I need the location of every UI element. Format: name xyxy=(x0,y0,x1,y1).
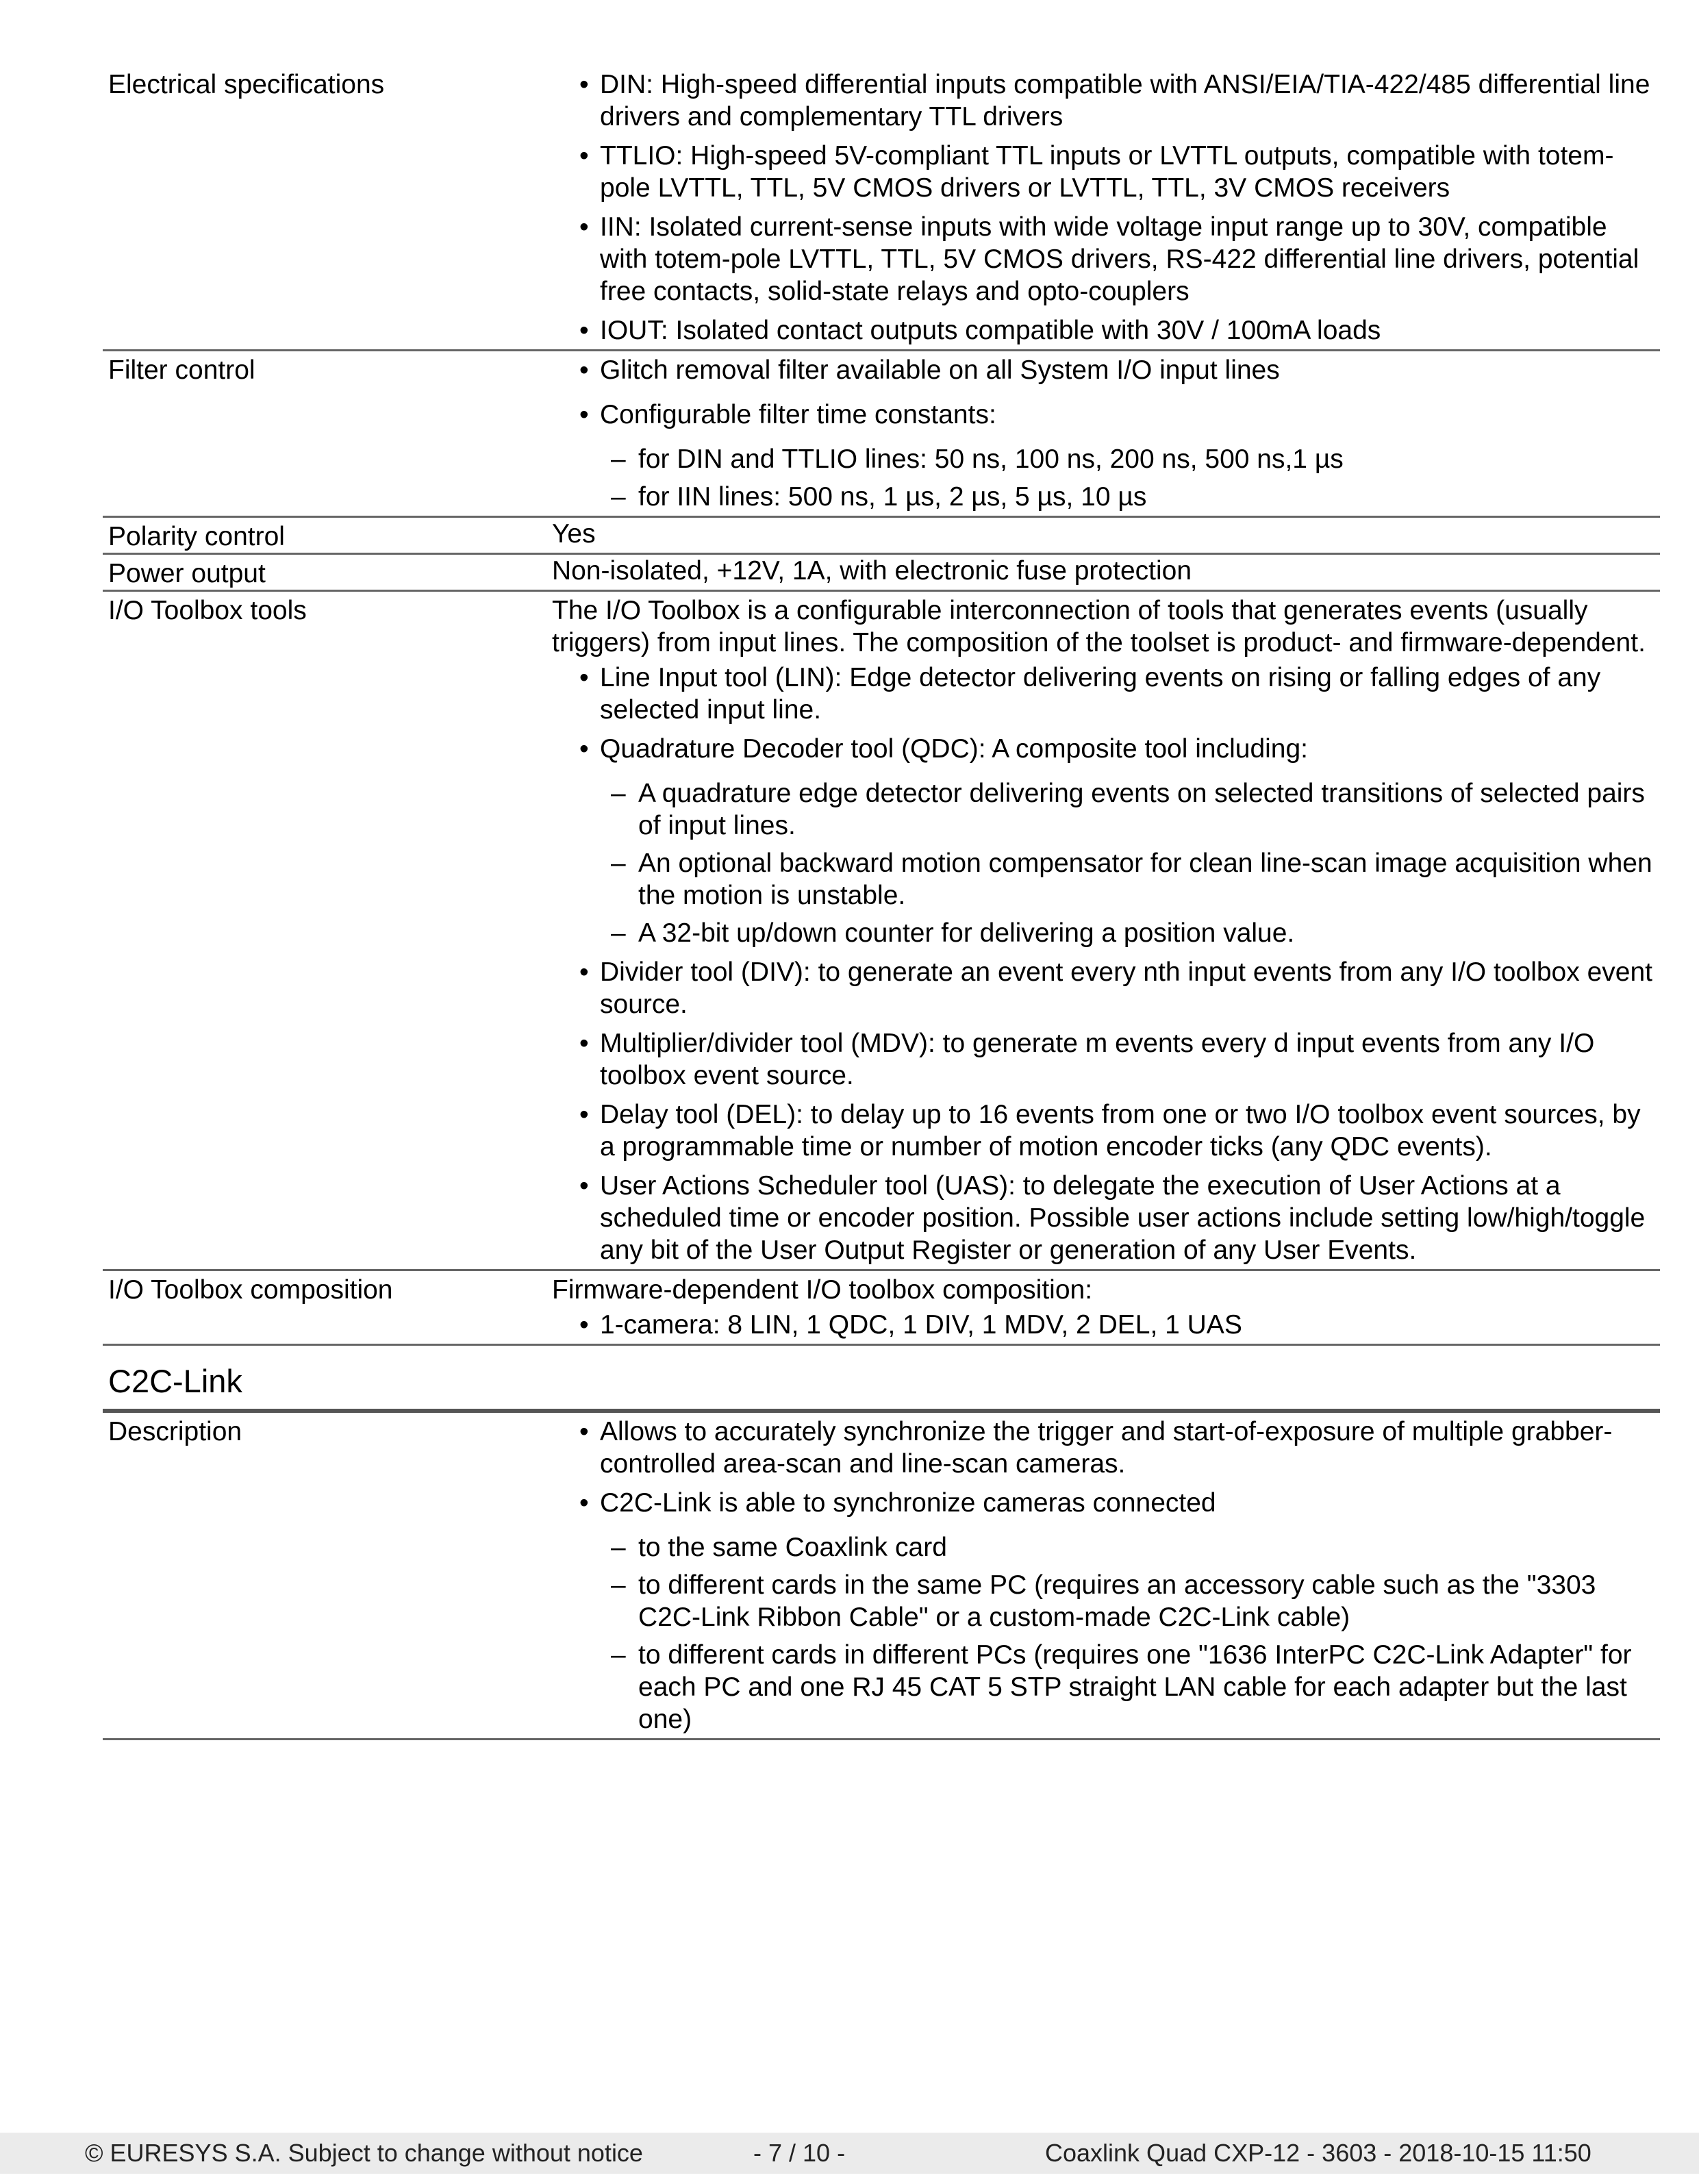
list-item: • Glitch removal filter available on all System I/O input lines xyxy=(579,354,1660,386)
list-item-text: Configurable filter time constants: xyxy=(600,400,996,429)
row-content xyxy=(552,66,1660,349)
list-item: • Delay tool (DEL): to delay up to 16 events from one or two I/O toolbox event sources, by a programmable time or number of motion encoder ticks (any QDC events). xyxy=(579,1099,1660,1163)
sub-list-item: – A 32-bit up/down counter for delivering a position value. xyxy=(611,917,1660,949)
list-item-text: Quadrature Decoder tool (QDC): A composite tool including: xyxy=(600,734,1309,764)
list-item: • Divider tool (DIV): to generate an event every nth input events from any I/O toolbox event source. xyxy=(579,956,1660,1020)
section-title-c2c-link: C2C-Link xyxy=(103,1346,1660,1413)
list-item xyxy=(579,1487,1660,1735)
list-item xyxy=(579,399,1660,513)
bullet-list xyxy=(552,662,1660,1266)
sub-list-item: – for IIN lines: 500 ns, 1 µs, 2 µs, 5 µs, 10 µs xyxy=(611,481,1660,513)
spec-row-io-toolbox-composition xyxy=(103,1271,1660,1346)
document-body xyxy=(103,66,1660,1740)
row-content xyxy=(552,592,1660,1269)
list-item: • 1-camera: 8 LIN, 1 QDC, 1 DIV, 1 MDV, 2 DEL, 1 UAS xyxy=(579,1309,1660,1341)
bullet-list xyxy=(552,1416,1660,1735)
list-item: • IIN: Isolated current-sense inputs with wide voltage input range up to 30V, compatible with totem-pole LVTTL, TTL, 5V CMOS drivers, RS-422 differential line drivers, potential free contacts, solid-state relays and opto-couplers xyxy=(579,211,1660,307)
dash-list xyxy=(600,443,1660,513)
footer-document-id: Coaxlink Quad CXP-12 - 3603 - 2018-10-15 11:50 xyxy=(1045,2139,1591,2167)
row-label: Electrical specifications xyxy=(108,70,385,99)
spec-row-filter-control xyxy=(103,351,1660,518)
footer-copyright: © EURESYS S.A. Subject to change without notice xyxy=(85,2139,643,2167)
list-item: • Multiplier/divider tool (MDV): to generate m events every d input events from any I/O toolbox event source. xyxy=(579,1027,1660,1092)
list-item: • IOUT: Isolated contact outputs compatible with 30V / 100mA loads xyxy=(579,314,1660,347)
row-label: Polarity control xyxy=(108,522,285,551)
sub-list-item: – A quadrature edge detector delivering events on selected transitions of selected pairs of input lines. xyxy=(611,777,1660,842)
page-footer xyxy=(0,2133,1699,2174)
dash-list xyxy=(600,777,1660,949)
spec-row-io-toolbox-tools xyxy=(103,592,1660,1271)
row-content xyxy=(552,1413,1660,1738)
sub-list-item: – to different cards in different PCs (requires one "1636 InterPC C2C-Link Adapter" for each PC and one RJ 45 CAT 5 STP straight LAN cable for each adapter but the last one) xyxy=(611,1639,1660,1735)
dash-list xyxy=(600,1531,1660,1735)
bullet-list xyxy=(552,354,1660,513)
bullet-list xyxy=(552,1309,1660,1341)
list-item: • Allows to accurately synchronize the trigger and start-of-exposure of multiple grabber-controlled area-scan and line-scan cameras. xyxy=(579,1416,1660,1480)
bullet-list xyxy=(552,68,1660,347)
row-label: Power output xyxy=(108,559,266,588)
list-item xyxy=(579,733,1660,949)
row-content xyxy=(552,1271,1660,1344)
footer-page-number: - 7 / 10 - xyxy=(753,2139,846,2167)
row-content: Yes xyxy=(552,519,596,549)
spec-row-electrical xyxy=(103,66,1660,351)
intro-text: Firmware-dependent I/O toolbox composition: xyxy=(552,1275,1093,1305)
list-item: • DIN: High-speed differential inputs compatible with ANSI/EIA/TIA-422/485 differential line drivers and complementary TTL drivers xyxy=(579,68,1660,133)
sub-list-item: – for DIN and TTLIO lines: 50 ns, 100 ns, 200 ns, 500 ns,1 µs xyxy=(611,443,1660,475)
list-item: • User Actions Scheduler tool (UAS): to delegate the execution of User Actions at a scheduled time or encoder position. Possible user actions include setting low/high/toggle any bit of the User Output Register or generation of any User Events. xyxy=(579,1170,1660,1266)
sub-list-item: – An optional backward motion compensator for clean line-scan image acquisition when the motion is unstable. xyxy=(611,847,1660,912)
sub-list-item: – to different cards in the same PC (requires an accessory cable such as the "3303 C2C-Link Ribbon Cable" or a custom-made C2C-Link cable) xyxy=(611,1569,1660,1633)
intro-text: The I/O Toolbox is a configurable interconnection of tools that generates events (usually triggers) from input lines. The composition of the toolset is product- and firmware-dependent. xyxy=(552,596,1646,657)
spec-row-polarity-control xyxy=(103,518,1660,555)
row-label: Filter control xyxy=(108,355,255,385)
row-label: Description xyxy=(108,1417,242,1446)
spec-row-c2c-description xyxy=(103,1413,1660,1740)
row-label: I/O Toolbox composition xyxy=(108,1275,393,1305)
spec-row-power-output xyxy=(103,555,1660,592)
list-item: • TTLIO: High-speed 5V-compliant TTL inputs or LVTTL outputs, compatible with totem-pole LVTTL, TTL, 5V CMOS drivers or LVTTL, TTL, 3V CMOS receivers xyxy=(579,140,1660,204)
row-content: Non-isolated, +12V, 1A, with electronic fuse protection xyxy=(552,556,1192,586)
list-item: • Line Input tool (LIN): Edge detector delivering events on rising or falling edges of any selected input line. xyxy=(579,662,1660,726)
list-item-text: C2C-Link is able to synchronize cameras connected xyxy=(600,1488,1216,1518)
row-label: I/O Toolbox tools xyxy=(108,596,307,625)
row-content xyxy=(552,351,1660,516)
sub-list-item: – to the same Coaxlink card xyxy=(611,1531,1660,1564)
